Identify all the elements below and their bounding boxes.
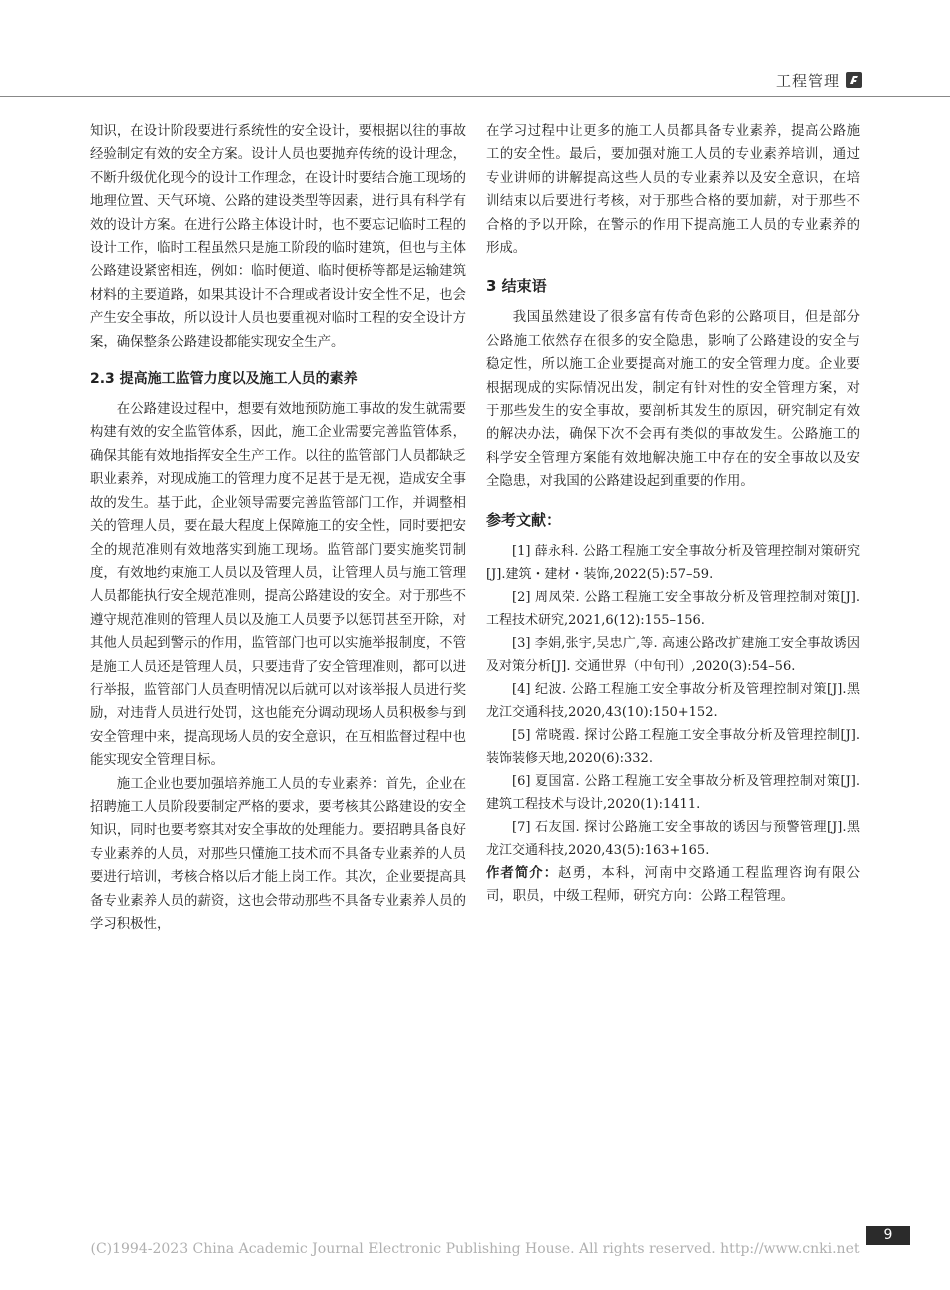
- reference-item: [6] 夏国富. 公路工程施工安全事故分析及管理控制对策[J]. 建筑工程技术与设计,2020(1):1411.: [486, 773, 860, 812]
- right-paragraph-1: 在学习过程中让更多的施工人员都具备专业素养，提高公路施工的安全性。最后，要加强对施工人员的专业素养培训，通过专业讲师的讲解提高这些人员的专业素养以及安全意识，在培训结束以后要进行考核，对于那些合格的要加薪，对于那些不合格的予以开除，在警示的作用下提高施工人员的专业素养的形成。: [486, 124, 860, 257]
- page-number: 9: [866, 1226, 910, 1245]
- reference-item: [5] 常晓霞. 探讨公路工程施工安全事故分析及管理控制[J].装饰装修天地,2020(6):332.: [486, 727, 860, 766]
- journal-logo-icon: [846, 72, 862, 88]
- author-bio: [486, 862, 860, 909]
- reference-item: [1] 薛永科. 公路工程施工安全事故分析及管理控制对策研究[J].建筑・建材・装饰,2022(5):57–59.: [486, 543, 860, 582]
- section-2-3-heading: 2.3 提高施工监管力度以及施工人员的素养: [90, 371, 358, 388]
- author-bio-text: 赵勇，本科，河南中交路通工程监理咨询有限公司，职员，中级工程师，研究方向：公路工程管理。: [486, 865, 861, 905]
- author-bio-label: 作者简介：: [486, 865, 559, 881]
- journal-section-label: 工程管理: [775, 72, 840, 90]
- reference-item: [3] 李娟,张宇,吴忠广,等. 高速公路改扩建施工安全事故诱因及对策分析[J]. 交通世界（中旬刊）,2020(3):54–56.: [486, 635, 860, 674]
- reference-item: [4] 纪波. 公路工程施工安全事故分析及管理控制对策[J].黑龙江交通科技,2020,43(10):150+152.: [486, 681, 860, 720]
- references-heading: 参考文献：: [486, 510, 562, 529]
- section-3-heading: 3 结束语: [486, 277, 547, 296]
- reference-item: [2] 周凤荣. 公路工程施工安全事故分析及管理控制对策[J].工程技术研究,2021,6(12):155–156.: [486, 589, 860, 628]
- left-paragraph-2: 在公路建设过程中，想要有效地预防施工事故的发生就需要构建有效的安全监管体系，因此，施工企业需要完善监管体系，确保其能有效地指挥安全生产工作。以往的监管部门人员都缺乏职业素养，对现成施工的管理力度不足甚于是无视，造成安全事故的发生。基于此，企业领导需要完善监管部门工作，并调整相关的管理人员，要在最大程度上保障施工的安全性，同时要把安全的规范准则有效地落实到施工现场。监管部门要实施奖罚制度，有效地约束施工人员以及管理人员，让管理人员与施工管理人员都能执行安全规范准则，提高公路建设的安全。对于那些不遵守规范准则的管理人员以及施工人员要予以惩罚甚至开除，对其他人员起到警示的作用，监管部门也可以实施举报制度，不管是施工人员还是管理人员，只要违背了安全管理准则，都可以进行举报，监管部门人员查明情况以后就可以对该举报人员进行奖励，对违背人员进行处罚，这也能充分调动现场人员积极参与到安全管理中来，提高现场人员的安全意识，在互相监督过程中也能实现安全管理目标。: [90, 402, 466, 769]
- reference-item: [7] 石友国. 探讨公路施工安全事故的诱因与预警管理[J].黑龙江交通科技,2020,43(5):163+165.: [486, 819, 860, 858]
- references-list: [486, 540, 860, 862]
- header-divider: [0, 96, 950, 97]
- copyright-footer: (C)1994-2023 China Academic Journal Electronic Publishing House. All rights reserved. http://www.cnki.net: [90, 1241, 860, 1257]
- conclusion-paragraph: 我国虽然建设了很多富有传奇色彩的公路项目，但是部分公路施工依然存在很多的安全隐患，影响了公路建设的安全与稳定性，所以施工企业要提高对施工的安全管理力度。企业要根据现成的实际情况出发，制定有针对性的安全管理方案，对于那些发生的安全事故，要剖析其发生的原因，研究制定有效的解决办法，确保下次不会再有类似的事故发生。公路施工的科学安全管理方案能有效地解决施工中存在的安全事故以及安全隐患，对我国的公路建设起到重要的作用。: [486, 310, 860, 490]
- right-column: [486, 120, 860, 909]
- left-paragraph-1: 知识，在设计阶段要进行系统性的安全设计，要根据以往的事故经验制定有效的安全方案。设计人员也要抛弃传统的设计理念，不断升级优化现今的设计工作理念，在设计时要结合施工现场的地理位置、天气环境、公路的建设类型等因素，进行具有科学有效的设计方案。在进行公路主体设计时，也不要忘记临时工程的设计工作，临时工程虽然只是施工阶段的临时建筑，但也与主体公路建设紧密相连，例如：临时便道、临时便桥等都是运输建筑材料的主要道路，如果其设计不合理或者设计安全性不足，也会产生安全事故，所以设计人员也要重视对临时工程的安全设计方案，确保整条公路建设都能实现安全生产。: [90, 124, 466, 350]
- left-column: [90, 120, 466, 936]
- left-paragraph-3: 施工企业也要加强培养施工人员的专业素养：首先，企业在招聘施工人员阶段要制定严格的要求，要考核其公路建设的安全知识，同时也要考察其对安全事故的处理能力。要招聘具备良好专业素养的人员，对那些只懂施工技术而不具备专业素养的人员要进行培训，考核合格以后才能上岗工作。其次，企业要提高具备专业素养人员的薪资，这也会带动那些不具备专业素养人员的学习积极性，: [90, 776, 466, 932]
